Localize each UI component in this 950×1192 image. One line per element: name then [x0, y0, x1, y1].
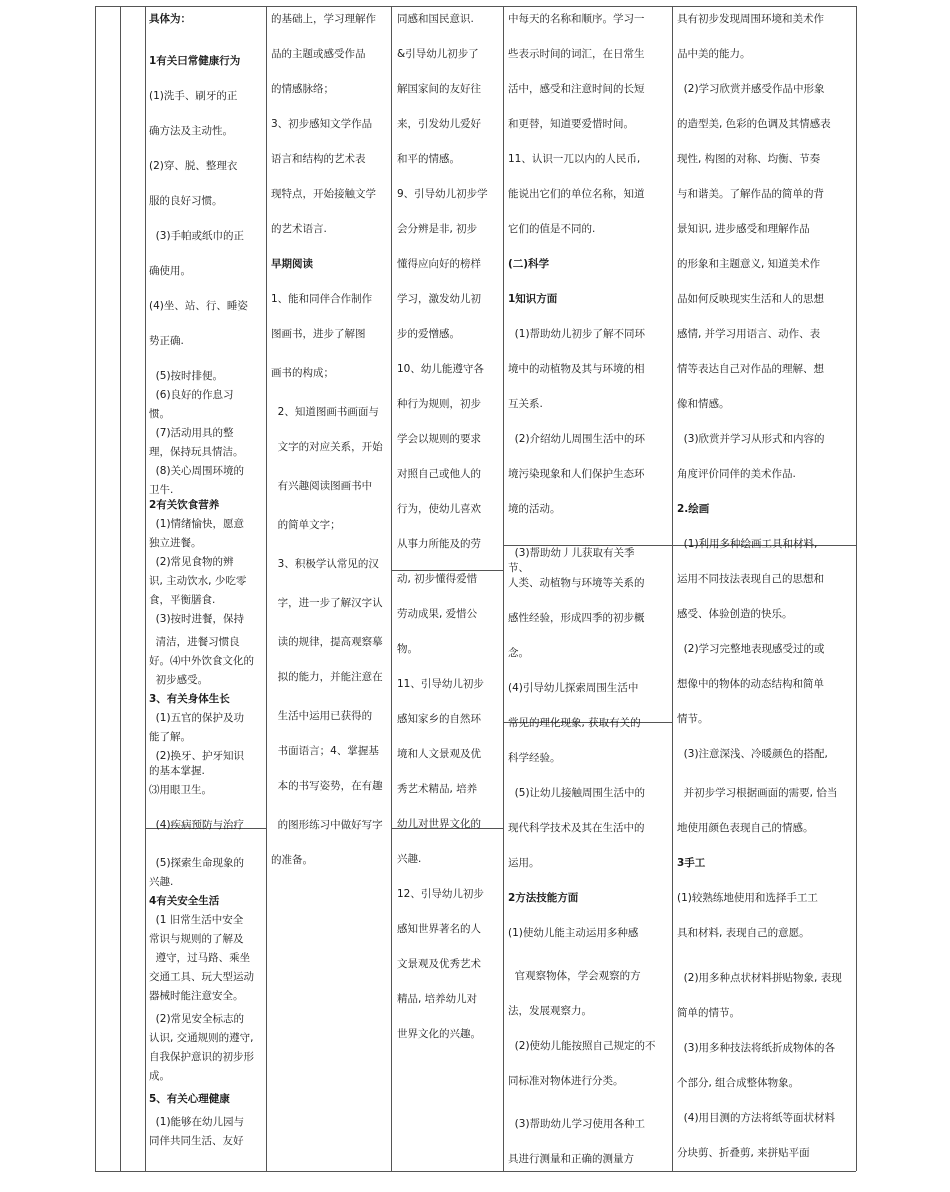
text-line: (5)按时排便。 [149, 370, 224, 382]
text-line: ⑶用眼卫生。 [149, 784, 212, 796]
text-line: 的图形练习中做好写字 [271, 819, 383, 831]
text-line: 常见的理化现象, 获取有关的 [508, 717, 641, 729]
text-line: 科学经验。 [508, 752, 561, 764]
text-line: 好。⑷中外饮食文化的 [149, 655, 254, 667]
text-line: 景知识, 进步感受和理解作品 [677, 223, 810, 235]
text-line: 分块剪、折叠剪, 来拼贴平面 [677, 1147, 810, 1159]
text-line: (2)用多种点状材料拼贴物象, 表现 [677, 972, 842, 984]
text-line: 有兴趣阅读图画书中 [271, 480, 373, 492]
text-line: 感知世界著名的人 [397, 923, 481, 935]
text-line: 的基础上，学习理解作 [271, 13, 376, 25]
text-line: 认识, 交通规则的遵守, [149, 1032, 254, 1044]
table-border-left [95, 6, 96, 1171]
text-line: (二)科学 [508, 258, 550, 270]
text-line: (1)洗手、刷牙的正 [149, 90, 238, 102]
text-line: 和平的情感。 [397, 153, 460, 165]
text-line: 精品, 培养幼儿对 [397, 993, 478, 1005]
text-line: 的准备。 [271, 854, 313, 866]
text-line: (2)穿、脱、整理衣 [149, 160, 238, 172]
text-line: 角度评价同伴的美术作品. [677, 468, 796, 480]
text-line: 12、引导幼儿初步 [397, 888, 484, 900]
text-line: 11、认识一兀以内的人民币, [508, 153, 641, 165]
text-line: (5)探索生命现象的 [149, 857, 245, 869]
text-line: (1)帮助幼儿初步了解不同环 [508, 328, 646, 340]
text-line: (2)使幼儿能按照自己规定的不 [508, 1040, 656, 1052]
text-line: 个部分, 组合成整体物象。 [677, 1077, 800, 1089]
text-line: (8)关心周围环境的 [149, 465, 245, 477]
text-line: 的基本掌握. [149, 765, 205, 777]
text-line: 拟的能力，并能注意在 [271, 671, 383, 683]
text-line: 图画书，进步了解图 [271, 328, 366, 340]
text-line: 些表示时间的词汇，在日常生 [508, 48, 645, 60]
text-line: 物。 [397, 643, 418, 655]
text-line: (1)较熟练地使用和选择手工工 [677, 892, 818, 904]
text-line: 早期阅读 [271, 258, 313, 270]
text-line: 3手工 [677, 857, 706, 869]
text-line: 1知识方面 [508, 293, 558, 305]
text-line: 遵守，过马路、乘坐 [149, 952, 251, 964]
text-line: 卫牛. [149, 484, 174, 496]
column-art [677, 6, 855, 1171]
table-border-5 [391, 6, 392, 1171]
text-line: 现特点，开始接触文学 [271, 188, 376, 200]
text-line: (3)帮助幼儿学习使用各种工 [508, 1118, 646, 1130]
text-line: (7)活动用具的整 [149, 427, 234, 439]
table-border-2 [120, 6, 121, 1171]
text-line: 初步感受。 [149, 674, 209, 686]
text-line: 10、幼儿能遵守各 [397, 363, 484, 375]
text-line [508, 531, 671, 546]
text-line: 4有关安全生活 [149, 895, 220, 907]
text-line: 现性, 构图的对称、均衡、节奏 [677, 153, 821, 165]
text-line: 的情感脉络； [271, 83, 334, 95]
text-line: 的造型美, 色彩的色调及其情感表 [677, 118, 831, 130]
text-line: (3)用多种技法将纸折成物体的各 [677, 1042, 836, 1054]
text-line: 兴趣. [149, 876, 174, 888]
text-line: 文字的对应关系，开始 [271, 441, 383, 453]
text-line: 2.绘画 [677, 503, 710, 515]
text-line: 具进行测量和正确的测量方 [508, 1153, 634, 1165]
text-line: 具和材料, 表现自己的意愿。 [677, 927, 810, 939]
text-line: 独立进餐。 [149, 537, 202, 549]
text-line [149, 837, 265, 852]
text-line: 感知家乡的自然环 [397, 713, 481, 725]
text-line: 本的书写姿势，在有趣 [271, 780, 383, 792]
text-line: (3)注意深浅、冷暖颜色的搭配, [677, 748, 828, 760]
text-line: 的艺术语言. [271, 223, 327, 235]
text-line: 会分辨是非, 初步 [397, 223, 478, 235]
text-line: 同标准对物体进行分类。 [508, 1075, 624, 1087]
text-line: 的简单文字； [271, 519, 341, 531]
text-line: 识, 主动饮水, 少吃零 [149, 575, 247, 587]
text-line: (1)五官的保护及功 [149, 712, 245, 724]
text-line: 清洁，进餐习惯良 [149, 636, 240, 648]
column-health [149, 6, 265, 1171]
text-line: 人类、动植物与环境等关系的 [508, 577, 645, 589]
text-line: 生活中运用已获得的 [271, 710, 373, 722]
text-line: (4)用目测的方法将纸等面状材料 [677, 1112, 836, 1124]
table-bottom-border [95, 1171, 856, 1172]
text-line: 1、能和同伴合作制作 [271, 293, 373, 305]
text-line: 食，平衡膳食. [149, 594, 216, 606]
text-line: 节、 [508, 562, 529, 574]
table-border-6 [503, 6, 504, 1171]
text-line: 种行为规则，初步 [397, 398, 481, 410]
text-line: 具有初步发现周围环境和美术作 [677, 13, 824, 25]
text-line: 品中美的能力。 [677, 48, 751, 60]
column-social [397, 6, 502, 1171]
text-line: (3)按时进餐，保持 [149, 613, 245, 625]
text-line: (2)介绍幼儿周围生活中的环 [508, 433, 646, 445]
text-line [149, 39, 265, 54]
text-line: (2)常见安全标志的 [149, 1013, 245, 1025]
text-line: 确方法及主动性。 [149, 125, 233, 137]
text-line: 步的爱憎感。 [397, 328, 460, 340]
text-line: 服的良好习惯。 [149, 195, 223, 207]
text-line: 中每天的名称和顺序。学习一 [508, 13, 645, 25]
text-line: 2、知道图画书画面与 [271, 406, 379, 418]
text-line: 确使用。 [149, 265, 191, 277]
text-line: 能说出它们的单位名称，知道 [508, 188, 645, 200]
text-line: 常识与规则的了解及 [149, 933, 244, 945]
text-line: 文景观及优秀艺术 [397, 958, 481, 970]
text-line: 画书的构成； [271, 367, 334, 379]
text-line: 现代科学技术及其在生活中的 [508, 822, 645, 834]
text-line: 境中的动植物及其与环境的相 [508, 363, 645, 375]
text-line: 器械时能注意安全。 [149, 990, 244, 1002]
table-border-7 [672, 6, 673, 1171]
text-line: 运用不同技法表现自己的思想和 [677, 573, 824, 585]
text-line: 成。 [149, 1070, 170, 1082]
text-line: 秀艺术精品, 培养 [397, 783, 478, 795]
text-line: 懂得应向好的榜样 [397, 258, 481, 270]
text-line: 品如何反映现实生活和人的思想 [677, 293, 824, 305]
text-line: 地使用颜色表现自己的情感。 [677, 822, 814, 834]
text-line: 念。 [508, 647, 529, 659]
text-line: 境的活动。 [508, 503, 561, 515]
text-line: (2)学习欣赏并感受作品中形象 [677, 83, 825, 95]
text-line: (4)坐、站、行、睡姿 [149, 300, 248, 312]
table-border-4 [266, 6, 267, 1171]
text-line: 9、引导幼儿初步学 [397, 188, 488, 200]
text-line: 想像中的物体的动态结构和简单 [677, 678, 824, 690]
text-line: (2)换牙、护牙知识 [149, 750, 245, 762]
text-line: 交通工具、玩大型运动 [149, 971, 254, 983]
text-line: (1)利用多种绘画工具和材料, [677, 538, 818, 550]
table-border-right [856, 6, 857, 1171]
text-line: 的形象和主题意义, 知道美术作 [677, 258, 821, 270]
text-line: (3)帮助幼丿儿获取有关季 [508, 547, 635, 559]
text-line: (6)良好的作息习 [149, 389, 234, 401]
text-line: 对照自己或他人的 [397, 468, 481, 480]
text-line: 它们的值是不同的. [508, 223, 596, 235]
text-line: 官观察物体，学会观察的方 [508, 970, 641, 982]
text-line: 惯。 [149, 408, 170, 420]
text-line: (1 旧常生活中安全 [149, 914, 244, 926]
text-line: 活中，感受和注意时间的长短 [508, 83, 645, 95]
text-line: (1)使幼儿能主动运用多种感 [508, 927, 639, 939]
text-line: 境和人文景观及优 [397, 748, 481, 760]
text-line: (5)让幼儿接触周围生活中的 [508, 787, 646, 799]
text-line: 具体为： [149, 13, 191, 25]
text-line: 能了解。 [149, 731, 191, 743]
text-line: 感受、体验创造的快乐。 [677, 608, 793, 620]
text-line: 世界文化的兴趣。 [397, 1028, 481, 1040]
text-line: 与和谐美。了解作品的简单的背 [677, 188, 824, 200]
text-line: (4)疾病预防与治疗 [149, 819, 245, 831]
text-line: 书面语言；4、掌握基 [271, 745, 379, 757]
text-line: 同感和国民意识. [397, 13, 474, 25]
text-line: 1有关曰常健康行为 [149, 55, 241, 67]
text-line: (4)引导幼儿探索周围生活中 [508, 682, 639, 694]
text-line: 劳动成果, 爱惜公 [397, 608, 478, 620]
text-line: 解国家间的友好往 [397, 83, 481, 95]
text-line: 像和情感。 [677, 398, 730, 410]
text-line: 语言和结构的艺术表 [271, 153, 366, 165]
text-line: 兴趣. [397, 853, 422, 865]
text-line: 品的主题或感受作品 [271, 48, 366, 60]
text-line: 字，进一步了解汉字认 [271, 597, 383, 609]
text-line: 来，引发幼儿爱好 [397, 118, 481, 130]
text-line: 运用。 [508, 857, 540, 869]
text-line: 3、初步感知文学作品 [271, 118, 373, 130]
text-line: (3)手帕或纸巾的正 [149, 230, 245, 242]
text-line: (3)欣赏并学习从形式和内容的 [677, 433, 825, 445]
text-line: 感情, 并学习用语言、动作、表 [677, 328, 821, 340]
text-line: 读的规律，提高观察摹 [271, 636, 383, 648]
text-line: 感性经验，形成四季的初步概 [508, 612, 645, 624]
text-line: 从事力所能及的劳 [397, 538, 481, 550]
text-line: 5、有关心理健康 [149, 1093, 230, 1105]
text-line: 幼儿对世界文化的 [397, 818, 481, 830]
text-line: 互关系. [508, 398, 543, 410]
text-line: 和更替，知道要爱惜时间。 [508, 118, 634, 130]
text-line: 2有关饮食营养 [149, 499, 220, 511]
text-line: (1)能够在幼儿园与 [149, 1116, 245, 1128]
text-line: 动, 初步懂得爱惜 [397, 573, 478, 585]
table-border-3 [145, 6, 146, 1171]
text-line: 势正确. [149, 335, 184, 347]
text-line: 3、积极学认常见的汉 [271, 558, 379, 570]
text-line: 行为，使幼儿喜欢 [397, 503, 481, 515]
text-line: (2)常见食物的辨 [149, 556, 234, 568]
text-line: 境污染现象和人们保护生态环 [508, 468, 645, 480]
text-line: (2)学习完整地表现感受过的或 [677, 643, 825, 655]
text-line: 法，发展观察力。 [508, 1005, 592, 1017]
text-line: 理，保持玩具情洁。 [149, 446, 244, 458]
text-line: 并初步学习根据画面的需要, 恰当 [677, 787, 838, 799]
text-line: 情等表达自己对作品的理解、想 [677, 363, 824, 375]
text-line: 情节。 [677, 713, 709, 725]
text-line: 学会以规则的要求 [397, 433, 481, 445]
text-line: 同伴共同生活、友好 [149, 1135, 244, 1147]
column-language [271, 6, 390, 1171]
text-line: &引导幼儿初步了 [397, 48, 479, 60]
column-science [508, 6, 671, 1171]
text-line: 学习，激发幼儿初 [397, 293, 481, 305]
text-line: 11、引导幼儿初步 [397, 678, 484, 690]
text-line: 3、有关身体生长 [149, 693, 230, 705]
text-line: (1)情绪愉快，愿意 [149, 518, 245, 530]
text-line: 2方法技能方面 [508, 892, 579, 904]
text-line: 简单的情节。 [677, 1007, 740, 1019]
text-line: 自我保护意识的初步形 [149, 1051, 254, 1063]
